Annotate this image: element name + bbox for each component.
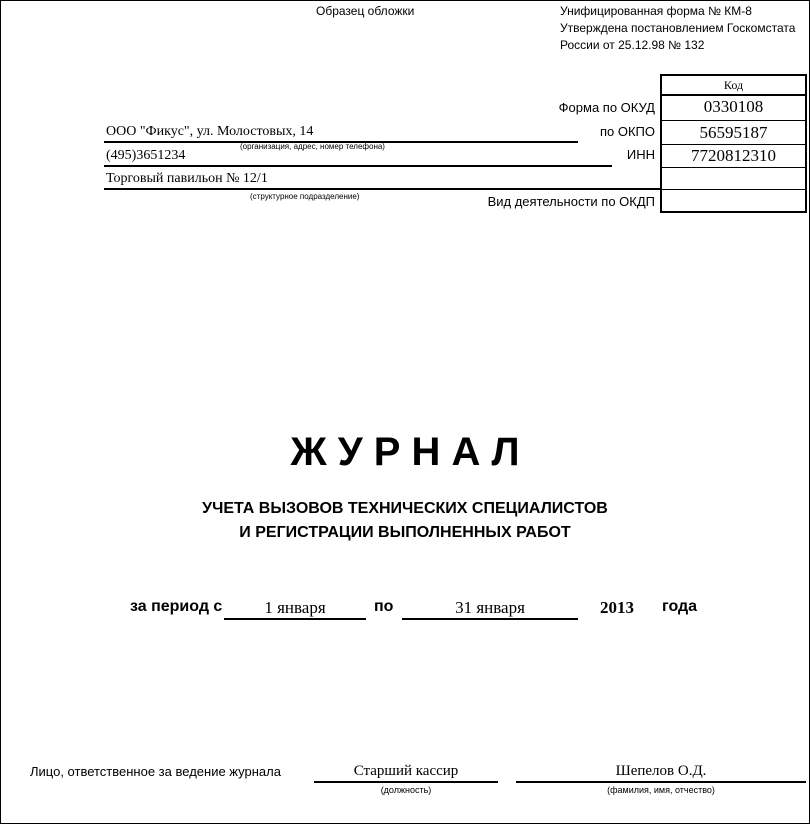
document-subtitle-line-2: И РЕГИСТРАЦИИ ВЫПОЛНЕННЫХ РАБОТ: [239, 524, 571, 541]
period-to-label: по: [374, 598, 394, 615]
okud-value: 0330108: [703, 97, 764, 116]
period-from-label: за период с: [130, 598, 223, 615]
codes-divider: [662, 189, 805, 190]
okud-label: Форма по ОКУД: [558, 100, 655, 115]
position-caption: (должность): [380, 785, 432, 795]
responsible-name: Шепелов О.Д.: [615, 763, 707, 779]
period-from-underline: [224, 618, 366, 620]
period-year-label: года: [662, 598, 698, 615]
organization-name: ООО "Фикус", ул. Молостовых, 14: [106, 124, 314, 139]
approved-line-2: России от 25.12.98 № 132: [560, 38, 705, 52]
phone-underline: [104, 165, 612, 167]
period-year-value: 2013: [600, 598, 634, 617]
subdivision-underline: [104, 188, 660, 190]
period-to-underline: [402, 618, 578, 620]
document-subtitle-line-1: УЧЕТА ВЫЗОВОВ ТЕХНИЧЕСКИХ СПЕЦИАЛИСТОВ: [202, 500, 608, 517]
codes-header: Код: [723, 78, 744, 92]
form-title: Унифицированная форма № КМ-8: [560, 4, 752, 18]
organization-caption: (организация, адрес, номер телефона): [240, 142, 385, 151]
name-caption: (фамилия, имя, отчество): [607, 785, 715, 795]
inn-label: ИНН: [626, 147, 655, 162]
codes-divider: [662, 167, 805, 168]
position-underline: [314, 781, 498, 783]
codes-table: [660, 74, 807, 213]
approved-line-1: Утверждена постановлением Госкомстата: [560, 21, 796, 35]
codes-divider: [662, 94, 805, 96]
okpo-label: по ОКПО: [599, 124, 655, 139]
sample-label: Образец обложки: [316, 4, 415, 18]
responsible-label: Лицо, ответственное за ведение журнала: [30, 764, 281, 779]
name-underline: [516, 781, 806, 783]
period-to-value: 31 января: [455, 598, 525, 617]
codes-divider: [662, 120, 805, 121]
responsible-position: Старший кассир: [353, 763, 459, 779]
organization-phone: (495)3651234: [106, 148, 186, 163]
period-from-value: 1 января: [264, 598, 326, 617]
okpo-value: 56595187: [699, 123, 768, 142]
okdp-label: Вид деятельности по ОКДП: [487, 194, 655, 209]
document-title: Ж У Р Н А Л: [290, 430, 520, 474]
subdivision-name: Торговый павильон № 12/1: [106, 171, 268, 186]
inn-value: 7720812310: [691, 146, 776, 165]
codes-divider: [662, 144, 805, 145]
subdivision-caption: (структурное подразделение): [250, 192, 360, 201]
